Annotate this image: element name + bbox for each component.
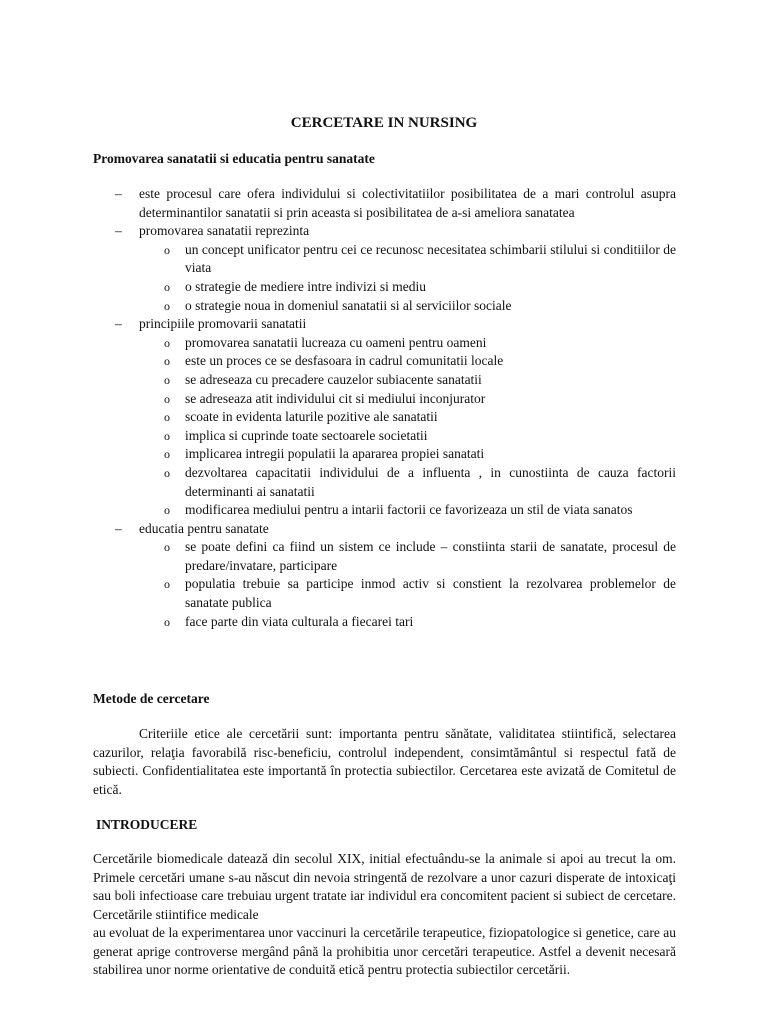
sub-list-item [93, 408, 676, 427]
list-item [93, 185, 676, 222]
sub-list-item-text: o strategie de mediere intre indivizi si mediu [185, 278, 427, 294]
ethics-paragraph: Criteriile etice ale cercetării sunt: importanta pentru sănătate, validitatea stiintifică, selectarea cazurilor, relaţia favorabilă risc-beneficiu, controlul independent, consimtământul si respectul fată de subiecti. Confidentialitatea este importantă în protectia subiectilor. Cercetarea este avizată de Comitetul de etică. [93, 726, 676, 797]
promotion-list [93, 185, 676, 631]
circle-bullet: o [164, 614, 170, 629]
sub-list-item [93, 575, 676, 612]
sub-list-item [93, 427, 676, 446]
sub-list-item-text: se adreseaza atit individului cit si mediului inconjurator [185, 390, 486, 406]
list-item [93, 520, 676, 539]
list-item [93, 315, 676, 334]
sub-list-item-text: scoate in evidenta laturile pozitive ale sanatatii [185, 409, 438, 425]
sub-list-item-text: se adreseaza cu precadere cauzelor subiacente sanatatii [185, 371, 482, 387]
list-item-text: promovarea sanatatii reprezinta [139, 223, 310, 239]
sub-list-item-text: implica si cuprinde toate sectoarele societatii [185, 427, 428, 443]
circle-bullet: o [164, 465, 170, 480]
sub-list-item [93, 334, 676, 353]
circle-bullet: o [164, 335, 170, 350]
sub-list-item [93, 390, 676, 409]
circle-bullet: o [164, 372, 170, 387]
sub-list-item-text: este un proces ce se desfasoara in cadrul comunitatii locale [185, 353, 504, 369]
section-heading-metode: Metode de cercetare [93, 691, 210, 706]
circle-bullet: o [164, 354, 170, 369]
sub-list-item-text: se poate defini ca fiind un sistem ce include – constiinta starii de sanatate, procesul de predare/invatare, participare [185, 539, 676, 573]
list-item-text: principiile promovarii sanatatii [139, 316, 307, 332]
list-item-text: este procesul care ofera individului si colectivitatiilor posibilitatea de a mari controlul asupra determinantilor sanatatii si prin aceasta si posibilitatea de a-si ameliora sanatatea [139, 186, 676, 220]
circle-bullet: o [164, 447, 170, 462]
circle-bullet: o [164, 503, 170, 518]
circle-bullet: o [164, 410, 170, 425]
sub-list-item [93, 464, 676, 501]
sub-list-item-text: o strategie noua in domeniul sanatatii si al serviciilor sociale [185, 297, 512, 313]
sub-list-item [93, 297, 676, 316]
sub-list-item-text: populatia trebuie sa participe inmod activ si constient la rezolvarea problemelor de sanatate publica [185, 576, 676, 611]
circle-bullet: o [164, 279, 170, 294]
sub-list-item [93, 278, 676, 297]
sub-list-item [93, 371, 676, 390]
sub-list-item [93, 613, 676, 632]
circle-bullet: o [164, 540, 170, 555]
list-item-text: educatia pentru sanatate [139, 520, 269, 536]
sub-list-item [93, 241, 676, 278]
section-heading-introducere: INTRODUCERE [96, 817, 198, 832]
dash-bullet: – [115, 223, 122, 239]
section-heading-promovarea: Promovarea sanatatii si educatia pentru sanatate [93, 151, 375, 166]
sub-list-item-text: implicarea intregii populatii la apararea propiei sanatati [185, 446, 485, 462]
sub-list-item [93, 445, 676, 464]
sub-list-item-text: modificarea mediului pentru a intarii factorii ce favorizeaza un stil de viata sanatos [185, 502, 633, 518]
sub-list-item-text: promovarea sanatatii lucreaza cu oameni pentru oameni [185, 334, 487, 350]
sub-list-item [93, 352, 676, 371]
sub-list-item [93, 538, 676, 575]
document-title: CERCETARE IN NURSING [290, 115, 478, 131]
sub-list-item-text: face parte din viata culturala a fiecarei tari [185, 613, 414, 629]
circle-bullet: o [164, 428, 170, 443]
dash-bullet: – [115, 186, 122, 201]
intro-paragraph-1: Cercetările biomedicale datează din secolul XIX, initial efectuându-se la animale si apoi au trecut la om. Primele cercetări umane s-au născut din nevoia stringentă de rezolvare a unor cazuri disperate de intoxicaţi sau boli infectioase care trebuiau urgent tratate iar individul era concomitent pacient si subiect de cercetare. Cercetările stiintifice medicale [93, 851, 676, 922]
circle-bullet: o [164, 577, 170, 592]
circle-bullet: o [164, 242, 170, 257]
sub-list-item [93, 501, 676, 520]
circle-bullet: o [164, 391, 170, 406]
dash-bullet: – [115, 316, 122, 332]
dash-bullet: – [115, 520, 122, 536]
sub-list-item-text: un concept unificator pentru cei ce recunosc necesitatea schimbarii stilului si conditiilor de viata [185, 241, 676, 276]
circle-bullet: o [164, 298, 170, 313]
list-item [93, 222, 676, 241]
sub-list-item-text: dezvoltarea capacitatii individului de a influenta , in cunostiinta de cauza factorii determinanti ai sanatatii [185, 464, 676, 499]
intro-paragraph-2: au evoluat de la experimentarea unor vaccinuri la cercetările terapeutice, fiziopatologice si genetice, care au generat aprige controverse mergând până la prohibitia unor cercetări terapeutice. Astfel a devenit necesară stabilirea unor norme orientative de conduită etică pentru protectia subiectilor cercetării. [93, 925, 676, 978]
